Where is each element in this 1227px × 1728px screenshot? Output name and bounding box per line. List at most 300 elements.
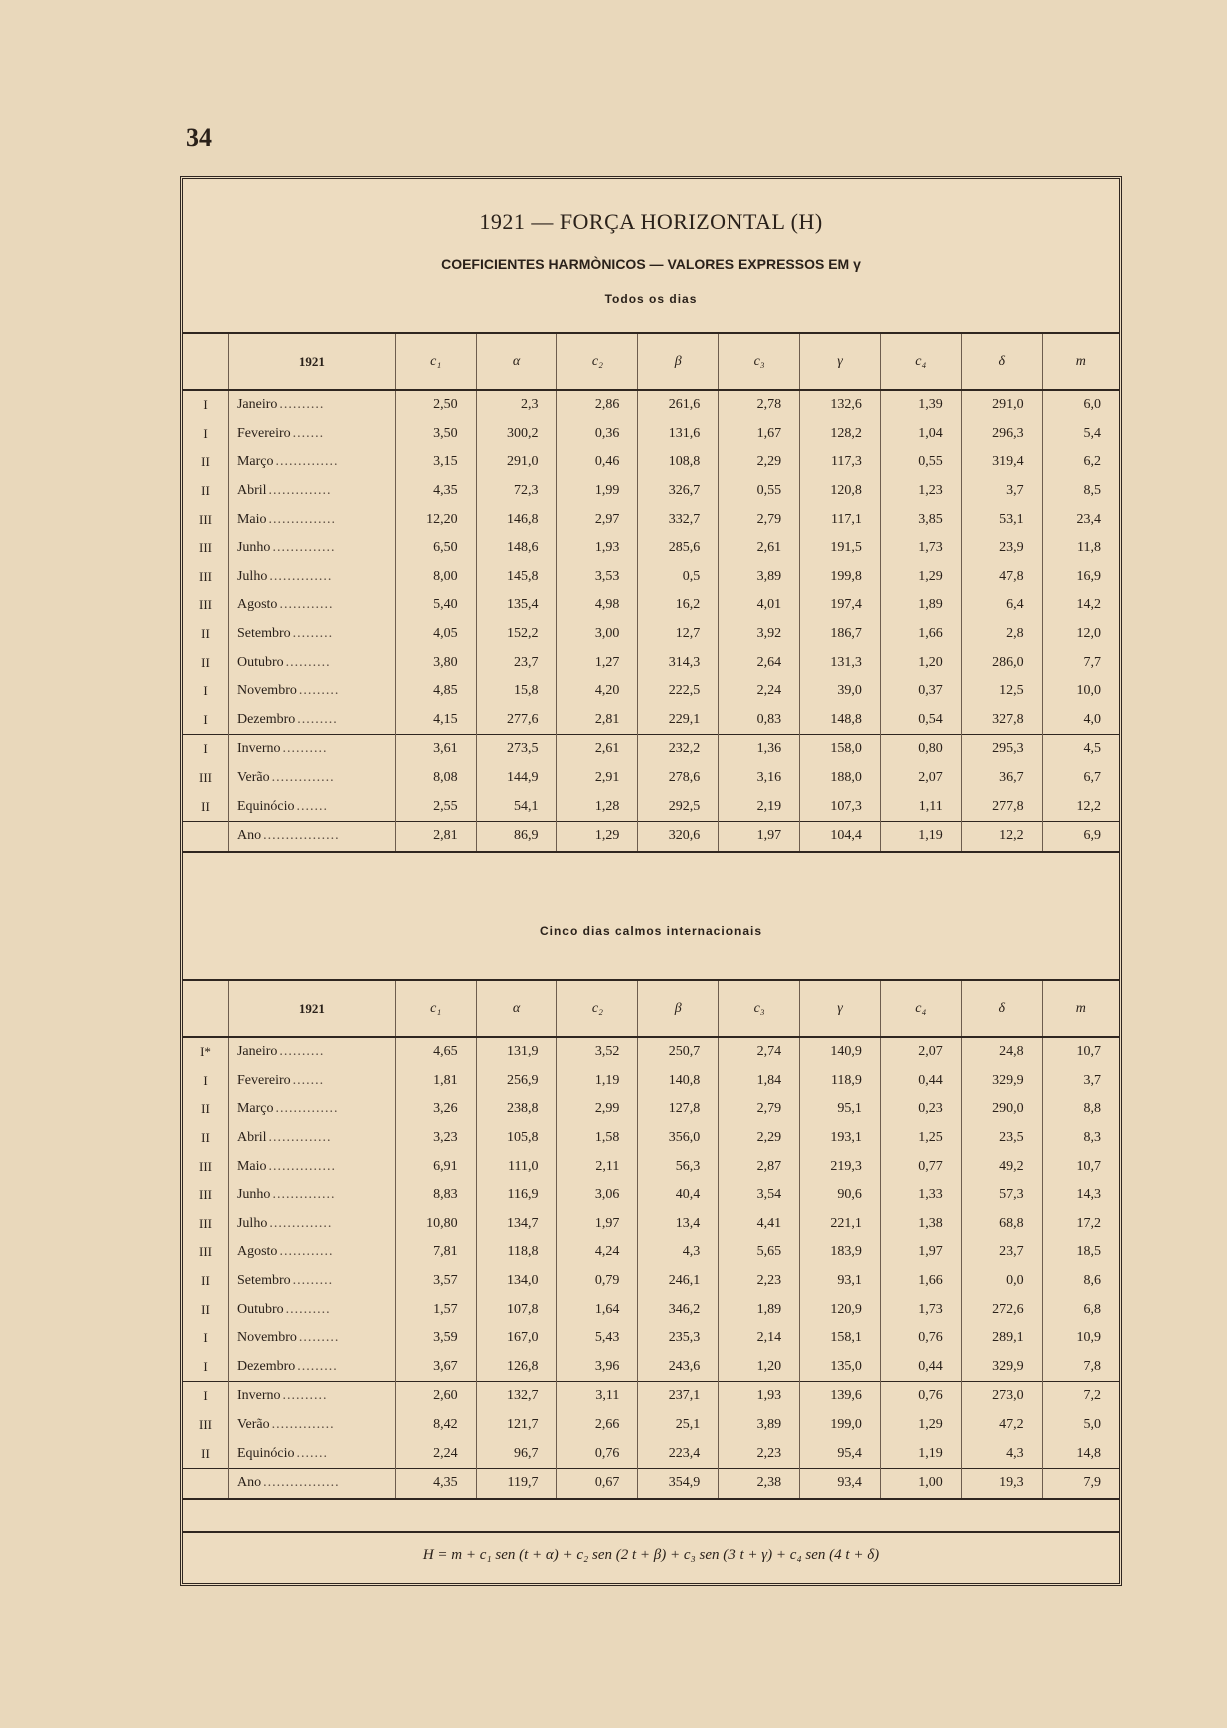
- period-label: Fevereiro: [236, 425, 291, 441]
- value-cell: 6,0: [1042, 390, 1119, 420]
- value-cell: 2,24: [395, 1439, 476, 1468]
- table-body-all-days: [183, 390, 1119, 852]
- page-subtitle: COEFICIENTES HARMÒNICOS — VALORES EXPRESSOS EM γ: [441, 256, 861, 272]
- value-cell: 222,5: [638, 677, 719, 706]
- value-cell: 278,6: [638, 764, 719, 793]
- table-row: [183, 505, 1119, 534]
- period-cell: [228, 390, 395, 420]
- value-cell: 2,07: [880, 764, 961, 793]
- period-label: Dezembro: [236, 711, 296, 727]
- period-cell: [228, 821, 395, 851]
- header-c2: c₂: [557, 333, 638, 390]
- value-cell: 1,29: [880, 1411, 961, 1440]
- leader-dots: .......: [292, 1072, 325, 1088]
- period-label: Outubro: [236, 654, 284, 670]
- value-cell: 0,5: [638, 563, 719, 592]
- period-cell: [228, 1238, 395, 1267]
- value-cell: 3,23: [395, 1124, 476, 1153]
- table-row: [183, 448, 1119, 477]
- value-cell: 132,6: [800, 390, 881, 420]
- value-cell: 8,00: [395, 563, 476, 592]
- value-cell: 2,74: [719, 1037, 800, 1067]
- table-row: [183, 1210, 1119, 1239]
- value-cell: 6,50: [395, 534, 476, 563]
- value-cell: 5,0: [1042, 1411, 1119, 1440]
- leader-dots: ..............: [269, 1215, 333, 1231]
- leader-dots: ..........: [279, 1044, 325, 1060]
- period-cell: [228, 1067, 395, 1096]
- value-cell: 7,7: [1042, 648, 1119, 677]
- value-cell: 1,57: [395, 1295, 476, 1324]
- value-cell: 95,1: [800, 1095, 881, 1124]
- section-caption-calm-days: Cinco dias calmos internacionais: [539, 924, 763, 938]
- group-cell: II: [201, 1101, 210, 1117]
- value-cell: 193,1: [800, 1124, 881, 1153]
- group-cell: II: [201, 454, 210, 470]
- period-cell: [228, 477, 395, 506]
- value-cell: 188,0: [800, 764, 881, 793]
- value-cell: 329,9: [961, 1067, 1042, 1096]
- value-cell: 1,64: [557, 1295, 638, 1324]
- period-label: Inverno: [236, 1388, 281, 1404]
- value-cell: 223,4: [638, 1439, 719, 1468]
- value-cell: 126,8: [476, 1353, 557, 1382]
- value-cell: 219,3: [800, 1152, 881, 1181]
- value-cell: 36,7: [961, 764, 1042, 793]
- value-cell: 93,4: [800, 1468, 881, 1498]
- header-m: m: [1042, 333, 1119, 390]
- value-cell: 3,61: [395, 735, 476, 764]
- value-cell: 1,89: [880, 591, 961, 620]
- value-cell: 131,9: [476, 1037, 557, 1067]
- table-row: [183, 1067, 1119, 1096]
- value-cell: 3,00: [557, 620, 638, 649]
- table-row: [183, 563, 1119, 592]
- value-cell: 118,9: [800, 1067, 881, 1096]
- table-row: [183, 1324, 1119, 1353]
- table-row: [183, 1382, 1119, 1411]
- group-cell: III: [198, 1417, 212, 1433]
- table-row: [183, 1152, 1119, 1181]
- leader-dots: ..............: [269, 568, 333, 584]
- value-cell: 135,4: [476, 591, 557, 620]
- value-cell: 14,3: [1042, 1181, 1119, 1210]
- leader-dots: .........: [298, 1330, 340, 1346]
- period-cell: [228, 1382, 395, 1411]
- value-cell: 108,8: [638, 448, 719, 477]
- value-cell: 140,8: [638, 1067, 719, 1096]
- value-cell: 2,91: [557, 764, 638, 793]
- value-cell: 12,2: [1042, 792, 1119, 821]
- period-cell: [228, 534, 395, 563]
- value-cell: 4,85: [395, 677, 476, 706]
- group-cell: III: [198, 1158, 212, 1174]
- value-cell: 120,9: [800, 1295, 881, 1324]
- value-cell: 1,19: [880, 821, 961, 851]
- value-cell: 2,81: [395, 821, 476, 851]
- value-cell: 229,1: [638, 706, 719, 735]
- period-label: Junho: [236, 540, 271, 556]
- value-cell: 291,0: [476, 448, 557, 477]
- value-cell: 4,3: [961, 1439, 1042, 1468]
- value-cell: 1,20: [880, 648, 961, 677]
- footer-divider: [183, 1531, 1119, 1533]
- value-cell: 10,9: [1042, 1324, 1119, 1353]
- value-cell: 24,8: [961, 1037, 1042, 1067]
- group-cell: I*: [200, 1044, 211, 1060]
- group-cell: II: [201, 1130, 210, 1146]
- value-cell: 2,61: [719, 534, 800, 563]
- header-alpha: α: [476, 980, 557, 1037]
- header-year: 1921: [228, 980, 395, 1037]
- period-label: Setembro: [236, 626, 291, 642]
- group-cell: III: [198, 1187, 212, 1203]
- value-cell: 0,79: [557, 1267, 638, 1296]
- header-c4: c₄: [880, 333, 961, 390]
- period-label: Ano: [236, 828, 262, 844]
- value-cell: 3,92: [719, 620, 800, 649]
- value-cell: 2,99: [557, 1095, 638, 1124]
- value-cell: 1,97: [557, 1210, 638, 1239]
- value-cell: 56,3: [638, 1152, 719, 1181]
- value-cell: 2,79: [719, 505, 800, 534]
- value-cell: 1,27: [557, 648, 638, 677]
- value-cell: 3,80: [395, 648, 476, 677]
- value-cell: 3,85: [880, 505, 961, 534]
- table-row: [183, 591, 1119, 620]
- period-cell: [228, 735, 395, 764]
- value-cell: 232,2: [638, 735, 719, 764]
- value-cell: 107,3: [800, 792, 881, 821]
- value-cell: 3,7: [1042, 1067, 1119, 1096]
- table-row: [183, 1238, 1119, 1267]
- value-cell: 2,66: [557, 1411, 638, 1440]
- value-cell: 96,7: [476, 1439, 557, 1468]
- leader-dots: ..............: [275, 1101, 339, 1117]
- value-cell: 1,73: [880, 1295, 961, 1324]
- value-cell: 17,2: [1042, 1210, 1119, 1239]
- leader-dots: ............: [279, 1244, 334, 1260]
- value-cell: 0,0: [961, 1267, 1042, 1296]
- value-cell: 1,58: [557, 1124, 638, 1153]
- leader-dots: .........: [297, 1358, 338, 1374]
- value-cell: 291,0: [961, 390, 1042, 420]
- value-cell: 235,3: [638, 1324, 719, 1353]
- value-cell: 148,8: [800, 706, 881, 735]
- header-row: [183, 980, 1119, 1037]
- value-cell: 3,11: [557, 1382, 638, 1411]
- period-label: Agosto: [236, 1244, 278, 1260]
- value-cell: 183,9: [800, 1238, 881, 1267]
- value-cell: 93,1: [800, 1267, 881, 1296]
- value-cell: 0,55: [880, 448, 961, 477]
- value-cell: 1,04: [880, 420, 961, 449]
- leader-dots: .........: [298, 683, 340, 699]
- value-cell: 3,59: [395, 1324, 476, 1353]
- period-label: Janeiro: [236, 1044, 278, 1060]
- value-cell: 1,28: [557, 792, 638, 821]
- value-cell: 0,83: [719, 706, 800, 735]
- value-cell: 23,7: [961, 1238, 1042, 1267]
- value-cell: 3,53: [557, 563, 638, 592]
- value-cell: 5,4: [1042, 420, 1119, 449]
- value-cell: 54,1: [476, 792, 557, 821]
- value-cell: 2,29: [719, 448, 800, 477]
- period-cell: [228, 706, 395, 735]
- period-label: Setembro: [236, 1273, 291, 1289]
- leader-dots: .................: [263, 1475, 340, 1491]
- header-delta: δ: [961, 333, 1042, 390]
- group-cell: III: [198, 597, 212, 613]
- value-cell: 243,6: [638, 1353, 719, 1382]
- value-cell: 7,8: [1042, 1353, 1119, 1382]
- period-cell: [228, 563, 395, 592]
- table-row: [183, 1267, 1119, 1296]
- value-cell: 12,0: [1042, 620, 1119, 649]
- value-cell: 10,7: [1042, 1152, 1119, 1181]
- value-cell: 1,39: [880, 390, 961, 420]
- value-cell: 277,6: [476, 706, 557, 735]
- value-cell: 68,8: [961, 1210, 1042, 1239]
- period-cell: [228, 1411, 395, 1440]
- leader-dots: ..........: [285, 654, 331, 670]
- leader-dots: ..............: [271, 770, 335, 786]
- leader-dots: ...............: [268, 511, 337, 527]
- period-label: Equinócio: [236, 798, 295, 814]
- value-cell: 10,0: [1042, 677, 1119, 706]
- period-cell: [228, 1152, 395, 1181]
- value-cell: 16,9: [1042, 563, 1119, 592]
- table-row: [183, 1124, 1119, 1153]
- value-cell: 2,19: [719, 792, 800, 821]
- period-label: Abril: [236, 1130, 267, 1146]
- leader-dots: .........: [297, 711, 338, 727]
- value-cell: 286,0: [961, 648, 1042, 677]
- leader-dots: ..........: [282, 741, 328, 757]
- value-cell: 0,55: [719, 477, 800, 506]
- table-row: [183, 1411, 1119, 1440]
- period-cell: [228, 1295, 395, 1324]
- value-cell: 5,43: [557, 1324, 638, 1353]
- leader-dots: ..............: [275, 454, 339, 470]
- value-cell: 12,7: [638, 620, 719, 649]
- value-cell: 95,4: [800, 1439, 881, 1468]
- period-cell: [228, 1037, 395, 1067]
- value-cell: 1,66: [880, 620, 961, 649]
- value-cell: 1,81: [395, 1067, 476, 1096]
- leader-dots: ..............: [271, 1417, 335, 1433]
- value-cell: 23,7: [476, 648, 557, 677]
- value-cell: 107,8: [476, 1295, 557, 1324]
- period-cell: [228, 1324, 395, 1353]
- period-label: Ano: [236, 1475, 262, 1491]
- value-cell: 3,89: [719, 563, 800, 592]
- value-cell: 6,7: [1042, 764, 1119, 793]
- value-cell: 4,0: [1042, 706, 1119, 735]
- value-cell: 134,0: [476, 1267, 557, 1296]
- leader-dots: ..........: [279, 397, 325, 413]
- value-cell: 346,2: [638, 1295, 719, 1324]
- value-cell: 145,8: [476, 563, 557, 592]
- period-label: Abril: [236, 483, 267, 499]
- group-cell: I: [183, 1382, 228, 1411]
- value-cell: 320,6: [638, 821, 719, 851]
- value-cell: 3,96: [557, 1353, 638, 1382]
- harmonic-formula: H = m + c₁ sen (t + α) + c₂ sen (2 t + β) + c₃ sen (3 t + γ) + c₄ sen (4 t + δ): [422, 1547, 880, 1563]
- value-cell: 14,2: [1042, 591, 1119, 620]
- value-cell: 90,6: [800, 1181, 881, 1210]
- value-cell: 1,67: [719, 420, 800, 449]
- value-cell: 14,8: [1042, 1439, 1119, 1468]
- group-cell: II: [201, 1273, 210, 1289]
- value-cell: 277,8: [961, 792, 1042, 821]
- value-cell: 25,1: [638, 1411, 719, 1440]
- header-year: 1921: [228, 333, 395, 390]
- value-cell: 0,76: [880, 1324, 961, 1353]
- period-label: Verão: [236, 770, 270, 786]
- value-cell: 221,1: [800, 1210, 881, 1239]
- period-label: Equinócio: [236, 1445, 295, 1461]
- value-cell: 4,3: [638, 1238, 719, 1267]
- value-cell: 6,8: [1042, 1295, 1119, 1324]
- group-cell: II: [201, 654, 210, 670]
- period-cell: [228, 1353, 395, 1382]
- value-cell: 2,97: [557, 505, 638, 534]
- value-cell: 0,80: [880, 735, 961, 764]
- group-cell: I: [183, 735, 228, 764]
- period-label: Agosto: [236, 597, 278, 613]
- header-alpha: α: [476, 333, 557, 390]
- value-cell: 290,0: [961, 1095, 1042, 1124]
- period-label: Outubro: [236, 1301, 284, 1317]
- group-cell: I: [203, 683, 208, 699]
- value-cell: 4,98: [557, 591, 638, 620]
- value-cell: 132,7: [476, 1382, 557, 1411]
- value-cell: 2,23: [719, 1267, 800, 1296]
- value-cell: 2,14: [719, 1324, 800, 1353]
- harmonic-table-all-days: [183, 332, 1119, 853]
- value-cell: 314,3: [638, 648, 719, 677]
- value-cell: 5,65: [719, 1238, 800, 1267]
- value-cell: 6,4: [961, 591, 1042, 620]
- value-cell: 3,54: [719, 1181, 800, 1210]
- value-cell: 1,29: [880, 563, 961, 592]
- value-cell: 3,67: [395, 1353, 476, 1382]
- value-cell: 2,60: [395, 1382, 476, 1411]
- table-row: [183, 1181, 1119, 1210]
- value-cell: 1,84: [719, 1067, 800, 1096]
- period-cell: [228, 792, 395, 821]
- value-cell: 273,5: [476, 735, 557, 764]
- table-row: [183, 735, 1119, 764]
- value-cell: 131,3: [800, 648, 881, 677]
- group-cell: II: [201, 626, 210, 642]
- period-label: Verão: [236, 1417, 270, 1433]
- value-cell: 2,11: [557, 1152, 638, 1181]
- header-c1: c₁: [395, 333, 476, 390]
- header-group: [183, 980, 228, 1037]
- leader-dots: ..............: [272, 1187, 336, 1203]
- group-cell: II: [201, 798, 210, 814]
- page-title: 1921 — FORÇA HORIZONTAL (H): [479, 209, 823, 234]
- value-cell: 2,24: [719, 677, 800, 706]
- value-cell: 1,00: [880, 1468, 961, 1498]
- value-cell: 12,20: [395, 505, 476, 534]
- leader-dots: .........: [292, 1273, 334, 1289]
- value-cell: 199,0: [800, 1411, 881, 1440]
- table-row: [183, 1439, 1119, 1468]
- period-cell: [228, 505, 395, 534]
- period-label: Dezembro: [236, 1358, 296, 1374]
- value-cell: 329,9: [961, 1353, 1042, 1382]
- table-row: [183, 1037, 1119, 1067]
- header-c1: c₁: [395, 980, 476, 1037]
- value-cell: 1,29: [557, 821, 638, 851]
- value-cell: 104,4: [800, 821, 881, 851]
- value-cell: 289,1: [961, 1324, 1042, 1353]
- leader-dots: ...............: [268, 1158, 337, 1174]
- value-cell: 119,7: [476, 1468, 557, 1498]
- value-cell: 8,83: [395, 1181, 476, 1210]
- period-label: Maio: [236, 511, 267, 527]
- group-cell: III: [198, 1244, 212, 1260]
- group-cell: II: [201, 1445, 210, 1461]
- header-row: [183, 333, 1119, 390]
- period-cell: [228, 620, 395, 649]
- value-cell: 0,54: [880, 706, 961, 735]
- value-cell: 11,8: [1042, 534, 1119, 563]
- value-cell: 2,29: [719, 1124, 800, 1153]
- value-cell: 4,35: [395, 477, 476, 506]
- leader-dots: ............: [279, 597, 334, 613]
- value-cell: 158,0: [800, 735, 881, 764]
- group-cell: I: [203, 425, 208, 441]
- value-cell: 295,3: [961, 735, 1042, 764]
- value-cell: 120,8: [800, 477, 881, 506]
- value-cell: 3,50: [395, 420, 476, 449]
- period-label: Novembro: [236, 683, 297, 699]
- table-row: [183, 477, 1119, 506]
- period-cell: [228, 1439, 395, 1468]
- value-cell: 3,06: [557, 1181, 638, 1210]
- value-cell: 4,20: [557, 677, 638, 706]
- table-row: [183, 677, 1119, 706]
- value-cell: 16,2: [638, 591, 719, 620]
- value-cell: 0,46: [557, 448, 638, 477]
- value-cell: 12,5: [961, 677, 1042, 706]
- value-cell: 2,07: [880, 1037, 961, 1067]
- value-cell: 191,5: [800, 534, 881, 563]
- period-label: Julho: [236, 568, 268, 584]
- header-gamma: γ: [800, 333, 881, 390]
- value-cell: 4,41: [719, 1210, 800, 1239]
- period-label: Julho: [236, 1215, 268, 1231]
- value-cell: 135,0: [800, 1353, 881, 1382]
- value-cell: 2,61: [557, 735, 638, 764]
- value-cell: 3,16: [719, 764, 800, 793]
- table-row: [183, 764, 1119, 793]
- value-cell: 86,9: [476, 821, 557, 851]
- value-cell: 2,55: [395, 792, 476, 821]
- value-cell: 300,2: [476, 420, 557, 449]
- value-cell: 197,4: [800, 591, 881, 620]
- header-gamma: γ: [800, 980, 881, 1037]
- header-c3: c₃: [719, 980, 800, 1037]
- leader-dots: .......: [296, 798, 329, 814]
- table-row: [183, 821, 1119, 851]
- value-cell: 256,9: [476, 1067, 557, 1096]
- value-cell: 167,0: [476, 1324, 557, 1353]
